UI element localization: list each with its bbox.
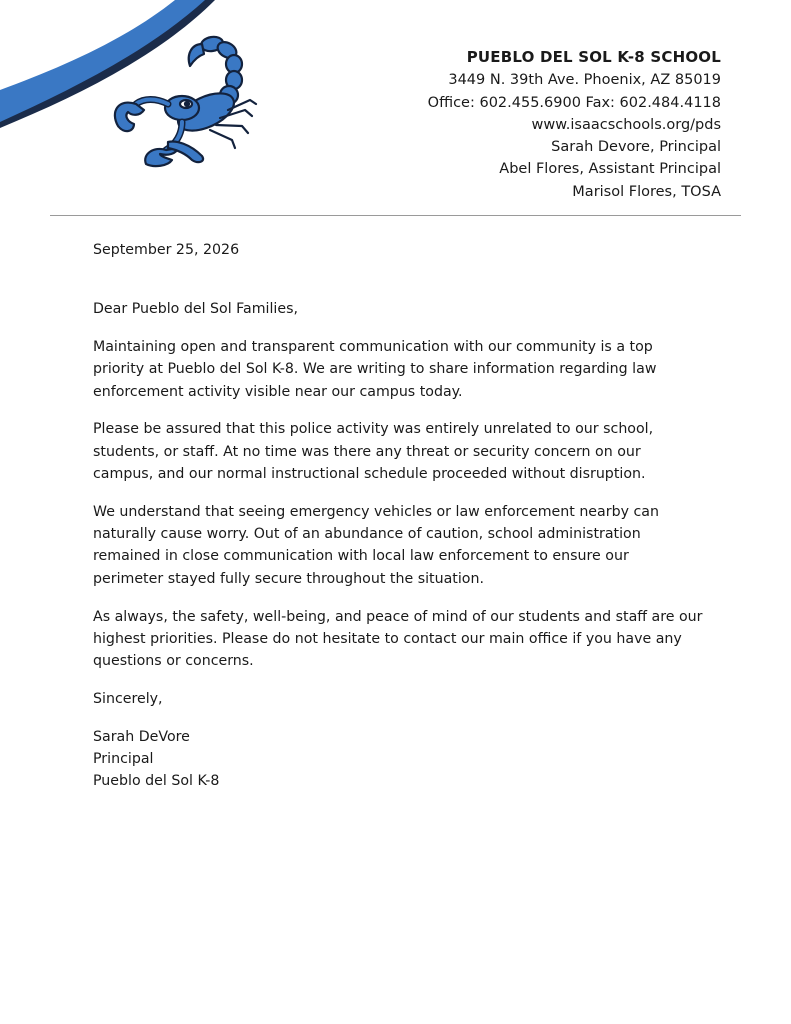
staff-assistant-principal: Abel Flores, Assistant Principal xyxy=(499,161,721,178)
letter-paragraph-3: We understand that seeing emergency vehicles or law enforcement nearby can naturally cause worry. Out of an abundance of caution, school administration remained in close communication with local law enforcement to ensure our perimeter stayed fully secure throughout the situation. xyxy=(93,503,659,587)
signature-block xyxy=(93,726,703,793)
letter-paragraph-2: Please be assured that this police activity was entirely unrelated to our school, students, or staff. At no time was there any threat or security concern on our campus, and our normal instructional schedule proceeded without disruption. xyxy=(93,421,654,483)
school-address: 3449 N. 39th Ave. Phoenix, AZ 85019 xyxy=(448,72,721,89)
signature-name: Sarah DeVore xyxy=(93,728,190,745)
signature-title: Principal xyxy=(93,751,154,768)
letter-date: September 25, 2026 xyxy=(93,242,240,258)
staff-tosa: Marisol Flores, TOSA xyxy=(572,183,721,200)
scorpion-mascot-icon xyxy=(110,30,260,170)
header-divider xyxy=(50,215,741,216)
staff-principal: Sarah Devore, Principal xyxy=(551,139,721,156)
school-website: www.isaacschools.org/pds xyxy=(531,116,721,133)
signature-school: Pueblo del Sol K-8 xyxy=(93,773,220,790)
school-name: PUEBLO DEL SOL K-8 SCHOOL xyxy=(466,48,721,66)
school-phone-fax: Office: 602.455.6900 Fax: 602.484.4118 xyxy=(427,94,721,111)
letterhead xyxy=(428,46,721,203)
letter-paragraph-1: Maintaining open and transparent communication with our community is a top priority at Pueblo del Sol K-8. We are writing to share information regarding law enforcement activity visible near our campus today. xyxy=(93,339,657,400)
letter-closing: Sincerely, xyxy=(93,690,163,707)
letter-paragraph-4: As always, the safety, well-being, and peace of mind of our students and staff are our highest priorities. Please do not hesitate to contact our main office if you have any questions or concerns. xyxy=(93,608,703,670)
letter-body xyxy=(93,239,703,808)
letter-salutation: Dear Pueblo del Sol Families, xyxy=(93,301,299,318)
